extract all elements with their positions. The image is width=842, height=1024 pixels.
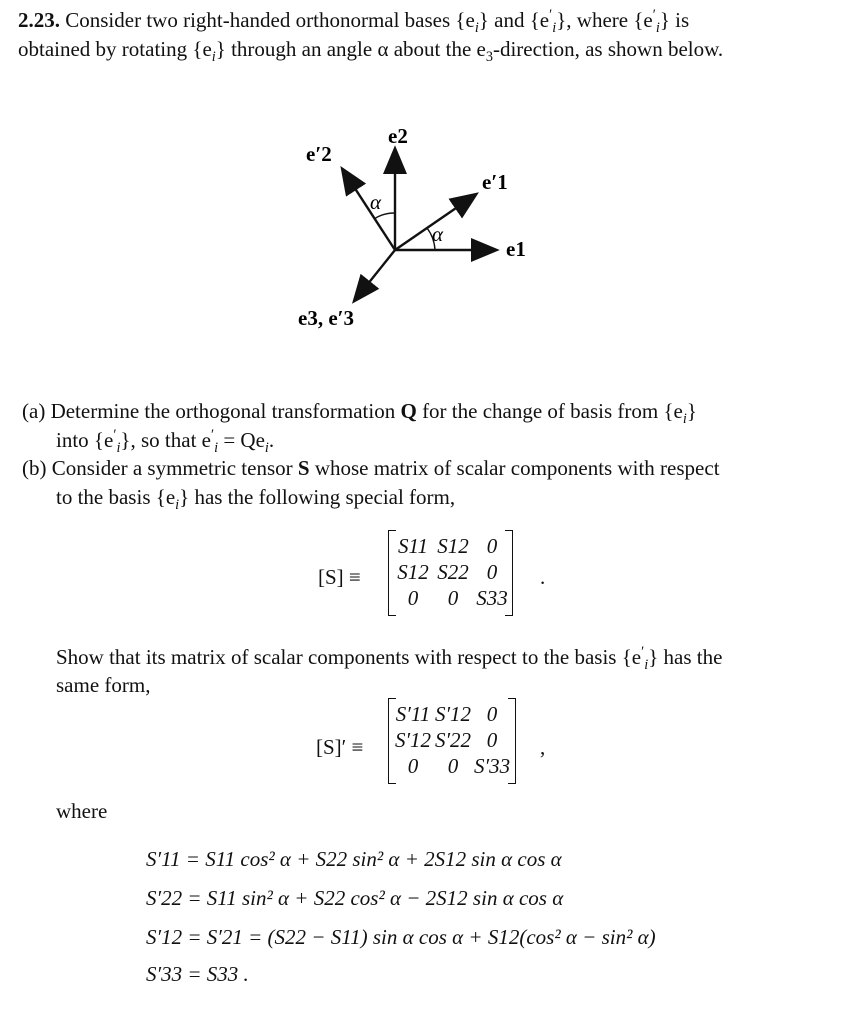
part-b-line1	[22, 454, 720, 482]
matrix-cell: S12	[437, 534, 469, 558]
part-b-show-line2: same form,	[56, 673, 151, 697]
part-a-text6: = Qe	[223, 428, 265, 452]
matrix-s-trail: .	[540, 565, 546, 589]
matrix-cell: S12	[397, 560, 429, 584]
axis-e2-prime	[343, 170, 395, 250]
equation-s11: S′11 = S11 cos² α + S22 sin² α + 2S12 sin α cos α	[146, 847, 562, 871]
matrix-sp-trail: ,	[540, 735, 546, 759]
label-e2: e2	[388, 124, 408, 148]
matrix-cell: 0	[447, 586, 459, 610]
part-a-text4: into {e	[56, 428, 114, 452]
matrix-cell: 0	[486, 534, 498, 558]
problem-number: 2.23.	[18, 8, 60, 32]
part-b-line2: to the basis $\{e_i\}$ has the following special form,	[56, 485, 456, 514]
matrix-cell: 0	[447, 754, 459, 778]
intro-text-2c: -direction, as shown below.	[492, 37, 724, 61]
part-b-show-text-b: } has the	[648, 645, 723, 669]
label-e3: e3, e′3	[298, 306, 355, 330]
part-b-show-line1: Show that its matrix of scalar components with respect to the basis $\{e'_i\}$ has the	[56, 644, 723, 674]
rotation-diagram	[270, 115, 570, 345]
part-b-show-text: Show that its matrix of scalar components with respect to the basis {e	[56, 645, 642, 669]
part-b-line1b: whose matrix of scalar components with respect	[314, 456, 720, 480]
intro-text-1: Consider two right-handed orthonormal bases {e	[65, 8, 475, 32]
where-label: where	[56, 799, 108, 823]
part-a-marker: (a)	[22, 399, 46, 423]
matrix-cell: 0	[407, 754, 419, 778]
matrix-cell: S′12	[394, 728, 432, 752]
matrix-cell: 0	[486, 728, 498, 752]
part-a-text7: .	[268, 428, 275, 452]
part-a-line2: into $\{e'_i\}$, so that $e'_i = Qe_i$.	[56, 427, 275, 457]
equation-s12: S′12 = S′21 = (S22 − S11) sin α cos α + S12(cos² α − sin² α)	[146, 925, 656, 949]
equation-s33: S′33 = S33 .	[146, 962, 249, 986]
matrix-cell: 0	[407, 586, 419, 610]
part-b-line1a: Consider a symmetric tensor	[51, 456, 293, 480]
matrix-cell: S′12	[434, 702, 472, 726]
part-b-line2b: } has the following special form,	[179, 485, 456, 509]
matrix-cell: 0	[486, 560, 498, 584]
matrix-sp-lhs: [S]′ ≡	[316, 735, 364, 759]
part-a-text5: }, so that e	[120, 428, 211, 452]
part-a-Q: Q	[400, 399, 417, 423]
matrix-cell: S33	[476, 586, 508, 610]
label-e1: e1	[506, 237, 526, 261]
matrix-cell: S11	[398, 534, 428, 558]
label-angle-upper: α	[370, 190, 382, 214]
problem-statement-line2: obtained by rotating $\{e_i\}$ through an angle α about the $e_3$-direction, as shown below.	[18, 37, 724, 66]
intro-text-1c: }, where {e	[556, 8, 653, 32]
intro-text-2: obtained by rotating {e	[18, 37, 212, 61]
part-b-line2a: to the basis {e	[56, 485, 176, 509]
intro-text-2b: } through an angle α about the e	[215, 37, 486, 61]
axis-e3	[355, 250, 395, 300]
problem-statement-line1: 2.23. Consider two right-handed orthonormal bases $\{e_i\}$ and $\{e'_i\}$, where $\{e'_i\}$ is	[18, 7, 690, 37]
matrix-cell: S′22	[434, 728, 472, 752]
matrix-cell: S′33	[474, 754, 511, 778]
label-e1-prime: e′1	[482, 170, 508, 194]
label-angle-lower: α	[432, 222, 444, 246]
intro-text-1b: } and {e	[478, 8, 550, 32]
part-a-text2: for the change of basis from {e	[422, 399, 683, 423]
matrix-cell: S22	[437, 560, 469, 584]
part-a-text1: Determine the orthogonal transformation	[50, 399, 396, 423]
part-b-marker: (b)	[22, 456, 47, 480]
part-a-line1: (a) Determine the orthogonal transformation Q for the change of basis from $\{e_i\}$	[22, 399, 697, 428]
part-b-S: S	[297, 456, 310, 480]
matrix-cell: S′11	[395, 702, 431, 726]
matrix-cell: 0	[486, 702, 498, 726]
equation-s22: S′22 = S11 sin² α + S22 cos² α − 2S12 sin α cos α	[146, 886, 564, 910]
label-e2-prime: e′2	[306, 142, 332, 166]
part-a-text3: }	[686, 399, 697, 423]
matrix-s-lhs: [S] ≡	[318, 565, 361, 589]
intro-text-1d: } is	[659, 8, 690, 32]
